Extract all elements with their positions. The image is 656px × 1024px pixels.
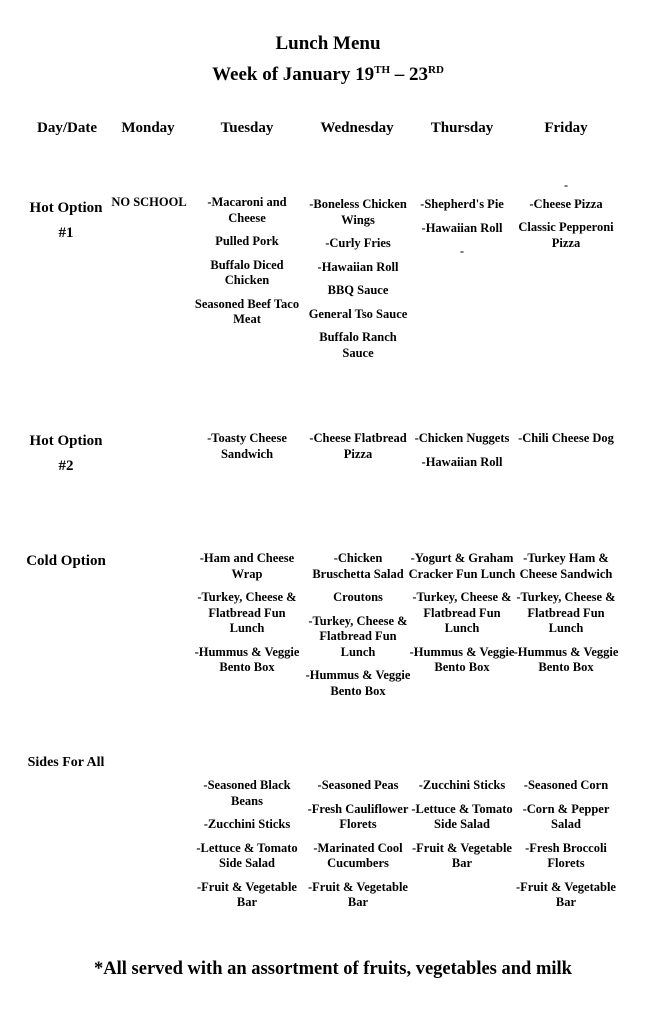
menu-item: -Turkey, Cheese & Flatbread Fun Lunch bbox=[516, 590, 616, 635]
menu-item: -Lettuce & Tomato Side Salad bbox=[411, 801, 513, 831]
row-label-hot-option-2 bbox=[16, 433, 116, 475]
menu-item: -Zucchini Sticks bbox=[203, 817, 291, 831]
sides-thursday bbox=[409, 778, 515, 880]
menu-item: -Hawaiian Roll bbox=[421, 220, 503, 235]
menu-item: -Ham and Cheese Wrap bbox=[199, 551, 295, 581]
menu-item: -Hummus & Veggie Bento Box bbox=[409, 644, 515, 674]
menu-item: -Chili Cheese Dog bbox=[518, 431, 614, 445]
cold-friday bbox=[512, 551, 620, 684]
menu-item: -Shepherd's Pie bbox=[420, 197, 504, 211]
cold-wednesday bbox=[303, 551, 413, 707]
header-thursday: Thursday bbox=[430, 120, 494, 136]
header-day-date: Day/Date bbox=[37, 120, 97, 136]
menu-item: -Fresh Broccoli Florets bbox=[525, 840, 607, 870]
week-title bbox=[0, 64, 656, 86]
header-monday: Monday bbox=[121, 120, 175, 136]
menu-item: -Seasoned Black Beans bbox=[203, 778, 291, 808]
week-sup-start: TH bbox=[374, 64, 391, 76]
header-tuesday: Tuesday bbox=[220, 120, 274, 136]
menu-item: -Turkey, Cheese & Flatbread Fun Lunch bbox=[308, 613, 408, 659]
sides-friday bbox=[513, 778, 619, 919]
menu-item: -Hawaiian Roll bbox=[421, 454, 503, 469]
menu-item: General Tso Sauce bbox=[308, 306, 408, 321]
menu-item: -Cheese Pizza bbox=[529, 196, 603, 211]
menu-item: -Zucchini Sticks bbox=[418, 778, 506, 792]
menu-item: -Chicken Bruschetta Salad bbox=[312, 551, 404, 581]
menu-item: -Hawaiian Roll bbox=[317, 259, 399, 274]
menu-item: BBQ Sauce bbox=[327, 283, 389, 297]
hot1-friday bbox=[513, 178, 619, 259]
hot1-monday bbox=[104, 195, 194, 219]
menu-item: Croutons bbox=[333, 590, 383, 604]
header-wednesday: Wednesday bbox=[320, 120, 394, 136]
menu-item: -Fresh Cauliflower Florets bbox=[307, 801, 409, 831]
cold-tuesday bbox=[192, 551, 302, 684]
menu-dash: - bbox=[564, 178, 568, 192]
menu-dash: - bbox=[460, 244, 464, 258]
hot1-wednesday bbox=[306, 197, 410, 369]
menu-item: -Curly Fries bbox=[325, 236, 391, 250]
menu-item: Buffalo Diced Chicken bbox=[210, 257, 284, 287]
menu-item: -Lettuce & Tomato Side Salad bbox=[196, 840, 298, 870]
header-friday: Friday bbox=[544, 120, 588, 136]
menu-item: -Turkey, Cheese & Flatbread Fun Lunch bbox=[197, 590, 297, 635]
menu-item: -Turkey, Cheese & Flatbread Fun Lunch bbox=[412, 590, 512, 635]
row-label-hot-option-1 bbox=[16, 200, 116, 242]
menu-item: -Chicken Nuggets bbox=[414, 431, 510, 445]
week-prefix: Week of January 19 bbox=[212, 64, 375, 85]
menu-item: NO SCHOOL bbox=[111, 195, 187, 209]
cold-thursday bbox=[406, 551, 518, 684]
footer-note: *All served with an assortment of fruits, vegetables and milk bbox=[94, 959, 572, 979]
menu-item: -Hummus & Veggie Bento Box bbox=[305, 668, 411, 698]
menu-item: -Yogurt & Graham Cracker Fun Lunch bbox=[408, 551, 516, 581]
menu-item: -Seasoned Peas bbox=[317, 778, 399, 792]
menu-item: -Hummus & Veggie Bento Box bbox=[513, 644, 619, 674]
row-label-sides: Sides For All bbox=[27, 755, 105, 770]
menu-item: -Seasoned Corn bbox=[523, 778, 609, 792]
hot1-thursday bbox=[409, 197, 515, 268]
hot1-tuesday bbox=[192, 195, 302, 336]
sides-tuesday bbox=[192, 778, 302, 919]
week-sup-end: RD bbox=[428, 64, 444, 76]
menu-item: Seasoned Beef Taco Meat bbox=[194, 296, 300, 326]
menu-item: -Macaroni and Cheese bbox=[207, 195, 287, 225]
menu-item: Pulled Pork bbox=[215, 234, 279, 248]
hot2-label-line2: #2 bbox=[58, 458, 74, 474]
hot2-tuesday bbox=[192, 431, 302, 470]
menu-item: -Boneless Chicken Wings bbox=[309, 197, 407, 227]
menu-item: -Toasty Cheese Sandwich bbox=[207, 431, 287, 461]
hot2-thursday bbox=[409, 431, 515, 478]
hot2-wednesday bbox=[306, 431, 410, 470]
week-middle: – 23 bbox=[390, 64, 429, 85]
menu-item: -Marinated Cool Cucumbers bbox=[313, 840, 403, 870]
hot2-friday bbox=[513, 431, 619, 455]
menu-item: -Fruit & Vegetable Bar bbox=[412, 840, 512, 870]
row-label-cold-option: Cold Option bbox=[26, 553, 106, 569]
hot1-label-line1: Hot Option bbox=[29, 200, 103, 216]
menu-item: -Fruit & Vegetable Bar bbox=[308, 879, 408, 909]
menu-item: Classic Pepperoni Pizza bbox=[518, 220, 614, 250]
menu-item: -Fruit & Vegetable Bar bbox=[516, 879, 616, 909]
hot1-label-line2: #1 bbox=[58, 225, 74, 241]
sides-wednesday bbox=[306, 778, 410, 919]
menu-item: -Fruit & Vegetable Bar bbox=[197, 879, 297, 909]
menu-item: -Hummus & Veggie Bento Box bbox=[194, 644, 300, 674]
menu-item: -Turkey Ham & Cheese Sandwich bbox=[519, 551, 613, 581]
menu-item: Buffalo Ranch Sauce bbox=[319, 330, 397, 360]
menu-item: -Corn & Pepper Salad bbox=[522, 801, 610, 831]
menu-item: -Cheese Flatbread Pizza bbox=[309, 431, 407, 461]
menu-title: Lunch Menu bbox=[275, 33, 381, 54]
hot2-label-line1: Hot Option bbox=[29, 433, 103, 449]
